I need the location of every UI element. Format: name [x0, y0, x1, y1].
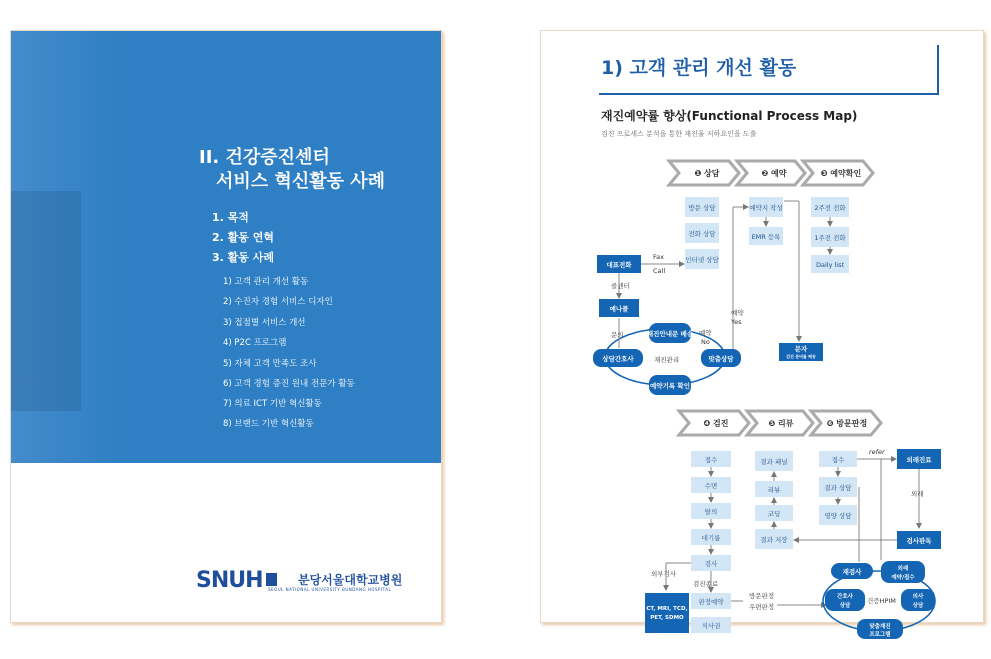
- edge-label: 문의: [611, 331, 624, 339]
- toc-item: 3. 활동 사례: [212, 251, 274, 264]
- toc-subitem: 2) 수진자 경험 서비스 디자인: [223, 297, 333, 307]
- cover-blue-panel: [11, 31, 441, 463]
- edge-label: 우편판정: [749, 603, 775, 611]
- toc-subitem: 6) 고객 경험 증진 원내 전문가 활동: [223, 379, 355, 389]
- node-label: 결과 상담: [824, 484, 852, 492]
- edge-label: Call: [653, 267, 666, 275]
- cover-page: [10, 30, 442, 623]
- toc-subitem: 3) 접점별 서비스 개선: [223, 318, 306, 328]
- building-photo-shadow: [11, 191, 81, 411]
- snuh-logo: [196, 568, 280, 593]
- toc-subitem: 5) 자체 고객 만족도 조사: [223, 359, 317, 369]
- stage-chevron: [737, 161, 805, 185]
- node-label: Daily list: [815, 261, 845, 269]
- node-label: 검사: [704, 560, 718, 568]
- stage-label: ❷ 예약: [761, 169, 787, 178]
- stage-label: ❻ 방문판정: [826, 419, 868, 428]
- edge-label: refer: [869, 448, 885, 456]
- stage-chevron: [811, 411, 881, 435]
- node-label: 상담: [839, 603, 851, 609]
- node-label: 상담간호사: [602, 355, 634, 363]
- node-label: 예약기록 확인: [650, 382, 690, 390]
- toc-item: 2. 활동 연혁: [212, 231, 274, 244]
- edge-label: 외부검사: [651, 570, 677, 578]
- node-label: 외래진료: [906, 456, 932, 464]
- edge-label: 외래: [911, 490, 924, 498]
- toc-subitem: 1) 고객 관리 개선 활동: [223, 277, 309, 287]
- node-label: 맞춤상담: [708, 355, 734, 363]
- stage-label: ❶ 상담: [694, 169, 720, 178]
- node-label: 접수: [831, 456, 845, 464]
- node-label: 문자: [794, 345, 808, 353]
- toc-subitem: 4) P2C 프로그램: [223, 338, 287, 348]
- title-vertical-rule: [937, 45, 939, 94]
- node-label: 판정예약: [698, 598, 724, 606]
- edge-label: No: [701, 338, 710, 346]
- logo-korean: 분당서울대학교병원: [298, 573, 403, 587]
- logo-text: SNUH: [196, 568, 263, 593]
- node-label: 예약지 작성: [749, 204, 783, 212]
- node-label: 간호사: [837, 594, 853, 600]
- node-label: 예약/접수: [891, 575, 915, 581]
- edge-label: 예약: [731, 309, 744, 317]
- logo-english: SEOUL NATIONAL UNIVERSITY BUNDANG HOSPITAL: [268, 587, 392, 592]
- edge-label: 예약: [699, 329, 712, 337]
- page-subtitle: 재진예약률 향상(Functional Process Map): [601, 109, 858, 123]
- node-label: 재검사: [842, 568, 862, 576]
- edge-label: 검진종료: [693, 580, 719, 588]
- node-label: 리뷰: [767, 486, 781, 494]
- node-label: 결과 패널: [760, 458, 788, 466]
- node-label: 대표전화: [606, 261, 632, 269]
- node-label: 방문 상담: [688, 204, 716, 212]
- node-label: EMR 등록: [751, 233, 781, 241]
- section-title: [199, 146, 385, 194]
- node-label: 대기룸: [701, 534, 721, 542]
- title-underline: [599, 93, 939, 95]
- section-title-line2: 서비스 혁신활동 사례: [216, 171, 386, 192]
- toc-subitem: 8) 브랜드 기반 혁신활동: [223, 419, 314, 429]
- page-title: 1) 고객 관리 개선 활동: [601, 57, 797, 79]
- node-label: 전화 상담: [688, 230, 716, 238]
- node-label: 프로그램: [869, 632, 891, 638]
- edge-label: Fax: [653, 253, 664, 261]
- node-label: 검진 준비물 배송: [786, 354, 816, 359]
- edge-label: 방문판정: [749, 592, 775, 600]
- node-label: PET, SDMO: [650, 615, 684, 621]
- node-label: 맞춤재진: [869, 624, 891, 630]
- process-box: [645, 593, 689, 633]
- node-label: 탈의: [704, 508, 718, 516]
- node-label: 2주전 전화: [814, 204, 846, 212]
- stage-label: ❸ 예약확인: [820, 169, 862, 178]
- stage-chevron: [669, 161, 739, 185]
- node-label: 콜센터: [611, 282, 630, 290]
- page-description: 검진 프로세스 분석을 통한 재진율 저하요인을 도출: [601, 130, 757, 138]
- node-label: 외래: [897, 566, 909, 572]
- stage-chevron: [679, 411, 749, 435]
- edge-label: Yes: [731, 318, 742, 326]
- logo-mark-icon: [266, 573, 277, 586]
- node-label: 상담: [912, 603, 924, 609]
- stage-label: ❹ 검진: [703, 419, 729, 428]
- node-label: 인터넷 상담: [685, 256, 719, 264]
- stage-chevron: [747, 411, 813, 435]
- node-label: CT, MRI, TCD,: [646, 606, 688, 612]
- node-label: 코딩: [767, 510, 781, 518]
- section-title-line1: II. 건강증진센터: [199, 147, 330, 168]
- toc-subitem: 7) 의료 ICT 기반 혁신활동: [223, 399, 322, 409]
- node-label: 영양 상담: [824, 512, 852, 520]
- toc-item: 1. 목적: [212, 211, 249, 224]
- node-label: 1주전 전화: [814, 234, 846, 242]
- node-label: 재진안내문 배송: [646, 330, 694, 338]
- process-map-diagram: [541, 143, 983, 638]
- node-label: 예나콜: [609, 305, 629, 313]
- stage-label: ❺ 리뷰: [768, 419, 794, 428]
- node-label: 결과 저장: [760, 536, 788, 544]
- node-label: 수면: [704, 482, 718, 490]
- node-label: 검사판독: [906, 537, 932, 545]
- node-label: 식사권: [701, 622, 721, 630]
- process-map-page: [540, 30, 984, 638]
- edge-label: 건증HPIM: [867, 597, 896, 605]
- node-label: 접수: [704, 456, 718, 464]
- node-label: 의사: [912, 594, 924, 600]
- stage-chevron: [803, 161, 873, 185]
- node-label: 재진관리: [654, 356, 680, 364]
